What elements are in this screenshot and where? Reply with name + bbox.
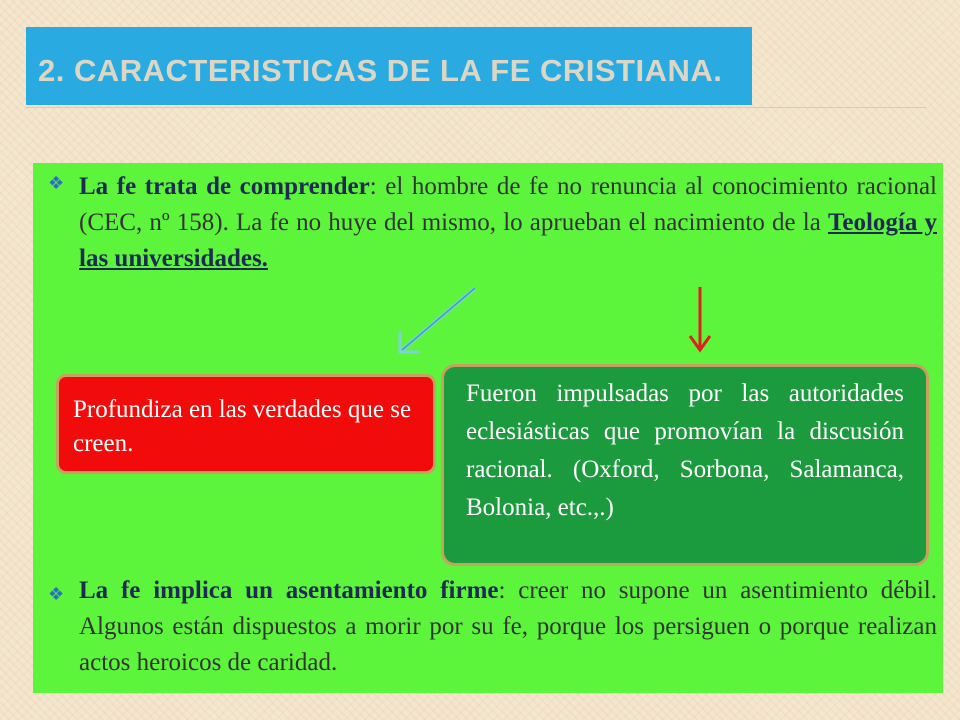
point-1-heading: La fe trata de comprender — [79, 173, 370, 200]
point-1-text: : el hombre de fe no renuncia al conocimiento racional (CEC, nº 158). La fe no huye del mismo, lo aprueban el nacimiento de la — [79, 173, 937, 236]
callout-green — [441, 364, 929, 566]
callout-green-text: Fueron impulsadas por las autoridades eclesiásticas que promovían la discusión racional. (Oxford, Sorbona, Salamanca, Bolonia, etc.,.) — [466, 380, 904, 521]
point-2-heading: La fe implica un asentamiento firme — [79, 577, 499, 604]
red-arrow-icon — [690, 287, 710, 350]
diamond-bullet-icon: ❖ — [48, 584, 65, 605]
teal-arrow-icon — [400, 288, 475, 352]
point-2-text: : creer no supone un asentimiento débil. Algunos están dispuestos a morir por su fe, porque los persiguen o porque realizan actos heroicos de caridad. — [79, 577, 937, 676]
diamond-bullet-icon: ❖ — [48, 173, 65, 194]
point-1-link-phrase: Teología y las universidades. — [79, 209, 937, 272]
callout-red — [56, 374, 436, 474]
callout-red-text: Profundiza en las verdades que se creen. — [73, 396, 412, 457]
page-title: 2. CARACTERISTICAS DE LA FE CRISTIANA. — [38, 53, 723, 88]
